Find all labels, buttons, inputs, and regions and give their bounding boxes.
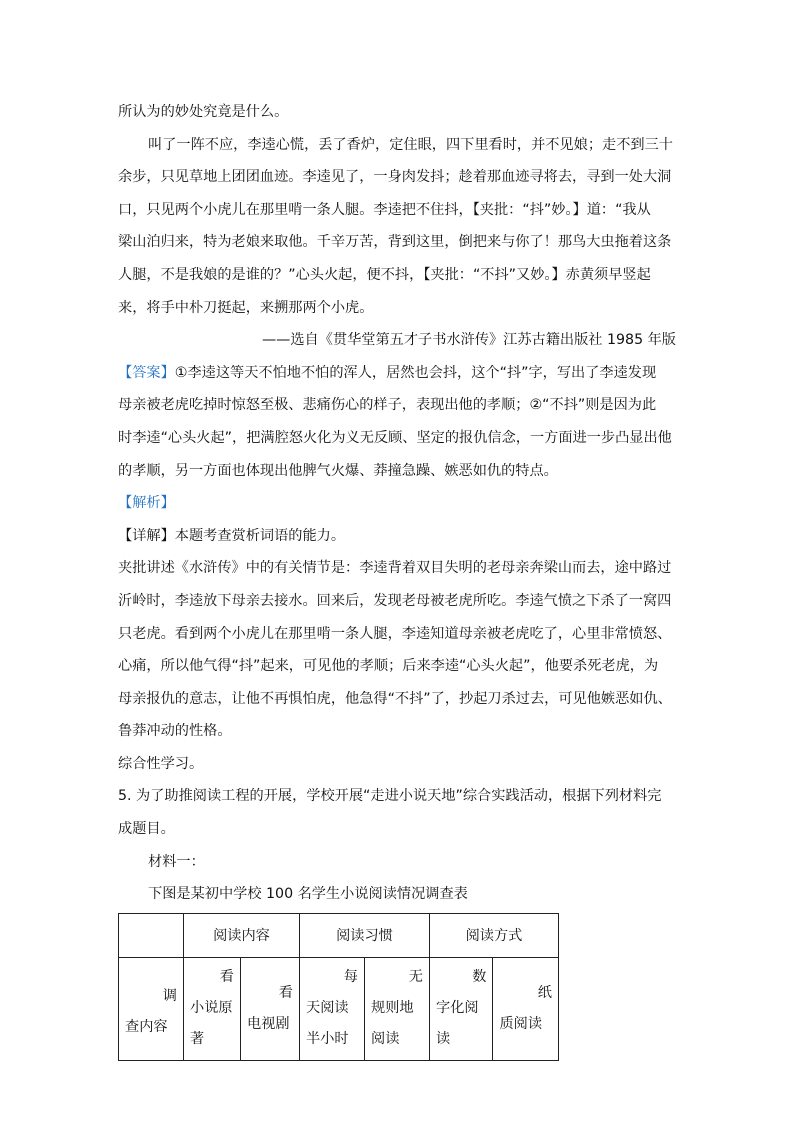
cell-line: 天阅读 bbox=[306, 1000, 349, 1017]
cell-line: 小说原 bbox=[190, 1000, 233, 1017]
table-row bbox=[119, 957, 559, 1060]
detail-line: 夹批讲述《水浒传》中的有关情节是：李逵背着双目失明的老母亲奔梁山而去，途中路过 bbox=[118, 560, 672, 577]
cell-line: 查内容 bbox=[125, 1018, 168, 1035]
paragraph-line: 口，只见两个小虎儿在那里啃一条人腿。李逵把不住抖，【夹批：“抖”妙。】道：“我从 bbox=[118, 201, 651, 218]
answer-line: 的孝顺，另一方面也体现出他脾气火爆、莽撞急躁、嫉恶如仇的特点。 bbox=[118, 462, 558, 479]
cell-line: 看 bbox=[219, 969, 234, 986]
cell-line: 字化阅 bbox=[436, 1000, 479, 1017]
table-caption: 下图是某初中学校 100 名学生小说阅读情况调查表 bbox=[148, 886, 468, 903]
paragraph-line: 叫了一阵不应，李逵心慌，丢了香炉，定住眼，四下里看时，并不见娘；走不到三十 bbox=[148, 136, 673, 153]
table-cell bbox=[493, 957, 559, 1060]
table-group-header: 阅读习惯 bbox=[300, 913, 430, 957]
table-group-header: 阅读内容 bbox=[184, 913, 300, 957]
paragraph-line: 梁山泊归来，特为老娘来取他。千辛万苦，背到这里，倒把来与你了！那鸟大虫拖着这条 bbox=[118, 234, 672, 251]
detail-line: 【详解】本题考查赏析词语的能力。 bbox=[118, 527, 346, 544]
paragraph-line: 来，将手中朴刀挺起，来搠那两个小虎。 bbox=[118, 299, 374, 316]
table-cell bbox=[430, 957, 493, 1060]
table-cell bbox=[365, 957, 430, 1060]
table-cell bbox=[184, 957, 241, 1060]
cell-line: 阅读 bbox=[371, 1031, 400, 1048]
question-line: 成题目。 bbox=[118, 821, 175, 838]
answer-label: 【答案】 bbox=[118, 364, 175, 381]
table-cell bbox=[241, 957, 300, 1060]
survey-table bbox=[118, 913, 559, 1061]
paragraph-line: 余步，只见草地上团团血迹。李逵见了，一身肉发抖；趁着那血迹寻将去，寻到一处大洞 bbox=[118, 169, 672, 186]
table-group-header: 阅读方式 bbox=[430, 913, 559, 957]
answer-text: ①李逵这等天不怕地不怕的浑人，居然也会抖，这个“抖”字，写出了李逵发现 bbox=[174, 364, 657, 381]
question-line: 5. 为了助推阅读工程的开展，学校开展“走进小说天地”综合实践活动，根据下列材料完 bbox=[118, 788, 662, 805]
cell-line: 半小时 bbox=[306, 1031, 349, 1048]
source-citation: ——选自《贯华堂第五才子书水浒传》江苏古籍出版社 1985 年版 bbox=[261, 332, 676, 349]
table-row-header bbox=[119, 957, 184, 1060]
section-title: 综合性学习。 bbox=[118, 755, 204, 772]
answer-line bbox=[118, 357, 678, 390]
paragraph-line: 人腿，不是我娘的是谁的？”心头火起，便不抖，【夹批：“不抖”又妙。】赤黄须早竖起 bbox=[118, 266, 651, 283]
cell-line: 每 bbox=[343, 969, 358, 986]
cell-line: 规则地 bbox=[371, 1000, 414, 1017]
paragraph-line: 所认为的妙处究竟是什么。 bbox=[118, 104, 289, 120]
table-header-row bbox=[119, 913, 559, 957]
answer-line: 母亲被老虎吃掉时惊怒至极、悲痛伤心的样子，表现出他的孝顺；②“不抖”则是因为此 bbox=[118, 397, 657, 414]
analysis-label: 【解析】 bbox=[118, 495, 175, 512]
cell-line: 读 bbox=[436, 1031, 451, 1048]
detail-line: 只老虎。看到两个小虎儿在那里啃一条人腿，李逵知道母亲被老虎吃了，心里非常愤怒、 bbox=[118, 625, 672, 642]
cell-line: 调 bbox=[162, 987, 177, 1004]
cell-line: 电视剧 bbox=[247, 1015, 290, 1032]
cell-line: 数 bbox=[472, 969, 487, 986]
cell-line: 纸 bbox=[537, 984, 552, 1001]
cell-line: 著 bbox=[190, 1031, 205, 1048]
detail-line: 鲁莽冲动的性格。 bbox=[118, 723, 232, 740]
cell-line: 看 bbox=[278, 984, 293, 1001]
table-corner-cell bbox=[119, 913, 184, 957]
cell-line: 质阅读 bbox=[499, 1015, 543, 1032]
table-cell bbox=[300, 957, 365, 1060]
document-page bbox=[118, 96, 678, 1061]
detail-line: 心痛，所以他气得“抖”起来，可见他的孝顺；后来李逵“心头火起”，他要杀死老虎，为 bbox=[118, 658, 659, 675]
cell-line: 无 bbox=[408, 969, 423, 986]
answer-line: 时李逵“心头火起”，把满腔怒火化为义无反顾、坚定的报仇信念，一方面进一步凸显出他 bbox=[118, 429, 672, 446]
detail-line: 母亲报仇的意志，让他不再惧怕虎，他急得“不抖”了，抄起刀杀过去，可见他嫉恶如仇、 bbox=[118, 690, 672, 707]
material-label: 材料一： bbox=[148, 853, 205, 870]
detail-line: 沂岭时，李逵放下母亲去接水。回来后，发现老母被老虎所吃。李逵气愤之下杀了一窝四 bbox=[118, 592, 672, 609]
